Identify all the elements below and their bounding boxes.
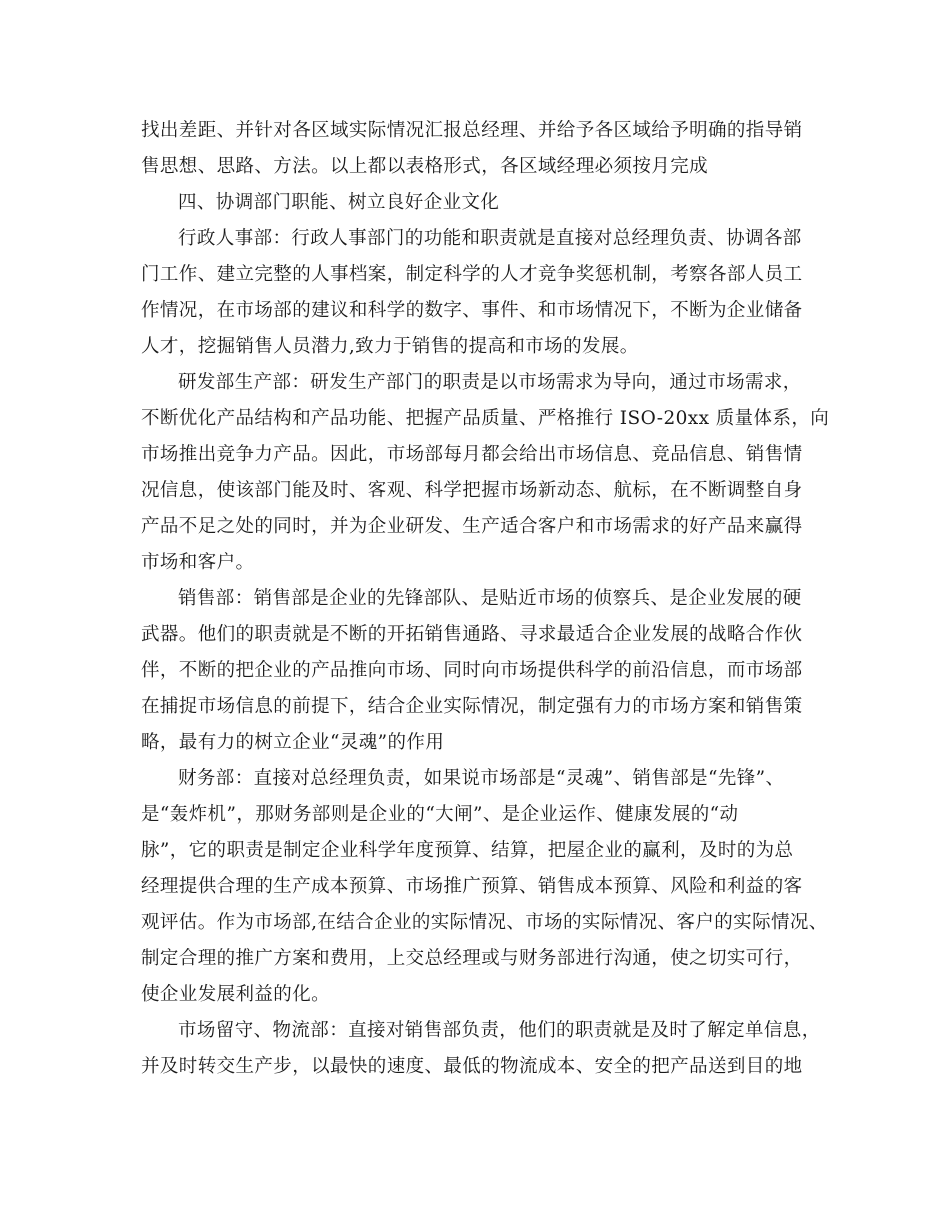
text-line: 找出差距、并针对各区域实际情况汇报总经理、并给予各区域给予明确的指导销 [141,120,803,141]
text-line: 售思想、思路、方法。以上都以表格形式，各区域经理必须按月完成 [141,156,709,177]
text-line: 市场推出竞争力产品。因此，市场部每月都会给出市场信息、竞品信息、销售情 [141,444,803,465]
paragraph-first-line: 财务部：直接对总经理负责，如果说市场部是“灵魂”、销售部是“先锋”、 [178,768,785,789]
text-line: 况信息，使该部门能及时、客观、科学把握市场新动态、航标，在不断调整自身 [141,480,803,501]
text-line: 是“轰炸机”，那财务部则是企业的“大闸”、是企业运作、健康发展的“动 [141,804,739,825]
text-line: 观评估。作为市场部,在结合企业的实际情况、市场的实际情况、客户的实际情况、 [141,912,828,933]
text-line: 在捕捉市场信息的前提下，结合企业实际情况，制定强有力的市场方案和销售策 [141,696,803,717]
text-line: 略，最有力的树立企业“灵魂”的作用 [141,732,445,753]
text-line: 门工作、建立完整的人事档案，制定科学的人才竞争奖惩机制，考察各部人员工 [141,264,803,285]
text-line: 伴，不断的把企业的产品推向市场、同时向市场提供科学的前沿信息，而市场部 [141,660,803,681]
text-line: 制定合理的推广方案和费用，上交总经理或与财务部进行沟通，使之切实可行， [141,948,803,969]
text-line: 武器。他们的职责就是不断的开拓销售通路、寻求最适合企业发展的战略合作伙 [141,624,803,645]
text-line: 作情况，在市场部的建议和科学的数字、事件、和市场情况下，不断为企业储备 [141,300,803,321]
text-line: 经理提供合理的生产成本预算、市场推广预算、销售成本预算、风险和利益的客 [141,876,803,897]
paragraph-first-line: 市场留守、物流部：直接对销售部负责，他们的职责就是及时了解定单信息， [178,1020,821,1041]
text-line: 使企业发展利益的化。 [141,984,331,1005]
paragraph-first-line: 销售部：销售部是企业的先锋部队、是贴近市场的侦察兵、是企业发展的硬 [178,588,802,609]
text-line: 人才，挖掘销售人员潜力,致力于销售的提高和市场的发展。 [141,336,639,357]
text-line: 并及时转交生产步，以最快的速度、最低的物流成本、安全的把产品送到目的地 [141,1056,803,1077]
paragraph-first-line: 研发部生产部：研发生产部门的职责是以市场需求为导向，通过市场需求， [178,372,802,393]
section-heading: 四、协调部门职能、树立良好企业文化 [178,192,500,213]
paragraph-first-line: 行政人事部：行政人事部门的功能和职责就是直接对总经理负责、协调各部 [178,228,802,249]
text-line: 产品不足之处的同时，并为企业研发、生产适合客户和市场需求的好产品来赢得 [141,516,803,537]
text-line: 不断优化产品结构和产品功能、把握产品质量、严格推行 ISO-20xx 质量体系，向 [141,408,830,429]
text-line: 市场和客户。 [141,552,255,573]
text-line: 脉”，它的职责是制定企业科学年度预算、结算，把屋企业的赢利，及时的为总 [141,840,794,861]
